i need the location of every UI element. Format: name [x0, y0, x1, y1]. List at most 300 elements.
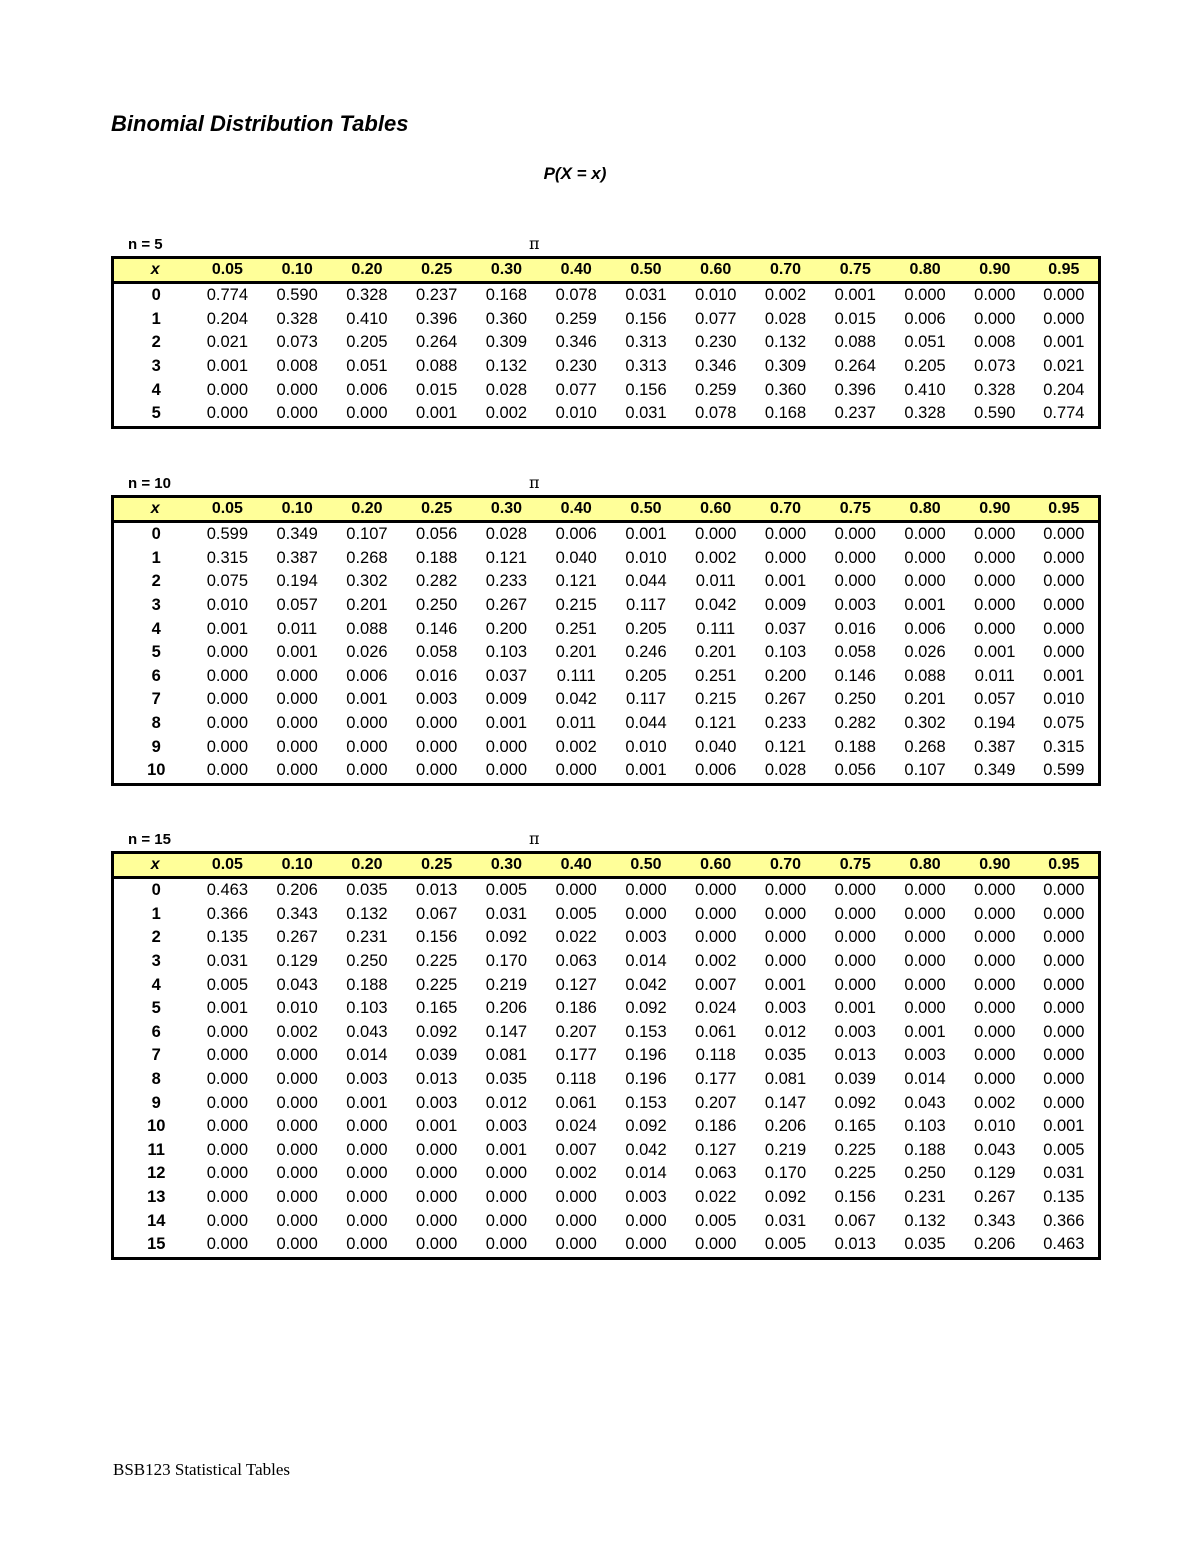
probability-cell: 0.000 — [276, 1093, 318, 1112]
table-row — [113, 997, 1100, 1021]
probability-cell: 0.233 — [764, 714, 807, 733]
probability-cell: 0.042 — [625, 1140, 667, 1159]
table-row — [113, 1021, 1100, 1045]
probability-cell: 0.774 — [206, 286, 249, 305]
pi-column-header: 0.95 — [1048, 500, 1080, 517]
probability-cell: 0.156 — [625, 380, 667, 399]
pi-column-header: 0.10 — [281, 856, 313, 873]
probability-cell: 0.000 — [625, 1211, 667, 1230]
probability-cell: 0.219 — [485, 975, 528, 994]
probability-cell: 0.000 — [834, 975, 876, 994]
probability-cell: 0.000 — [974, 881, 1016, 900]
pi-column-header: 0.40 — [560, 856, 592, 873]
probability-cell: 0.205 — [346, 333, 388, 352]
pi-column-header: 0.25 — [421, 856, 453, 873]
probability-cell: 0.003 — [764, 999, 807, 1018]
x-value-cell: 14 — [147, 1211, 166, 1230]
pi-label: π — [529, 829, 540, 848]
probability-cell: 0.000 — [904, 952, 946, 971]
probability-cell: 0.000 — [1043, 952, 1085, 971]
probability-cell: 0.230 — [695, 333, 737, 352]
probability-cell: 0.009 — [764, 596, 807, 615]
probability-cell: 0.000 — [276, 1235, 318, 1254]
probability-cell: 0.002 — [695, 952, 737, 971]
table-row — [113, 355, 1100, 379]
probability-cell: 0.117 — [625, 596, 667, 615]
x-value-cell: 5 — [151, 643, 161, 662]
probability-cell: 0.092 — [625, 1117, 667, 1136]
probability-cell: 0.268 — [346, 548, 388, 567]
probability-cell: 0.042 — [555, 690, 597, 709]
probability-cell: 0.387 — [276, 548, 318, 567]
pi-column-header: 0.30 — [490, 500, 523, 517]
probability-cell: 0.000 — [485, 1235, 528, 1254]
probability-cell: 0.346 — [695, 357, 737, 376]
probability-cell: 0.000 — [206, 666, 249, 685]
probability-cell: 0.021 — [1043, 357, 1085, 376]
probability-cell: 0.233 — [485, 572, 528, 591]
probability-cell: 0.000 — [764, 928, 807, 947]
probability-cell: 0.002 — [695, 548, 737, 567]
probability-cell: 0.010 — [206, 596, 249, 615]
table-row — [113, 617, 1100, 641]
probability-cell: 0.013 — [834, 1046, 876, 1065]
probability-cell: 0.010 — [1043, 690, 1085, 709]
probability-cell: 0.129 — [974, 1164, 1016, 1183]
table-row — [113, 331, 1100, 355]
x-value-cell: 7 — [151, 1046, 161, 1065]
table-row — [113, 1044, 1100, 1068]
probability-cell: 0.000 — [206, 1235, 249, 1254]
probability-cell: 0.250 — [346, 952, 388, 971]
x-value-cell: 8 — [151, 714, 161, 733]
probability-cell: 0.002 — [555, 737, 597, 756]
table-row — [113, 1162, 1100, 1186]
probability-cell: 0.043 — [276, 975, 318, 994]
probability-cell: 0.043 — [904, 1093, 946, 1112]
probability-cell: 0.009 — [485, 690, 528, 709]
pi-column-header: 0.10 — [281, 500, 313, 517]
table-label-row — [111, 234, 1101, 256]
probability-cell: 0.000 — [695, 525, 737, 544]
probability-cell: 0.016 — [834, 619, 876, 638]
probability-cell: 0.000 — [276, 1117, 318, 1136]
probability-cell: 0.188 — [416, 548, 458, 567]
probability-cell: 0.000 — [1043, 1093, 1085, 1112]
probability-cell: 0.000 — [485, 1211, 528, 1230]
probability-cell: 0.037 — [764, 619, 807, 638]
probability-cell: 0.092 — [625, 999, 667, 1018]
probability-cell: 0.005 — [764, 1235, 807, 1254]
probability-cell: 0.000 — [416, 1188, 458, 1207]
probability-cell: 0.250 — [416, 596, 458, 615]
probability-cell: 0.088 — [416, 357, 458, 376]
pi-column-header: 0.50 — [630, 261, 662, 278]
x-value-cell: 7 — [151, 690, 161, 709]
probability-cell: 0.010 — [555, 404, 597, 423]
probability-cell: 0.000 — [206, 1117, 249, 1136]
probability-cell: 0.008 — [276, 357, 318, 376]
probability-cell: 0.000 — [974, 286, 1016, 305]
table-header-row — [113, 258, 1100, 283]
table-row — [113, 759, 1100, 784]
probability-cell: 0.035 — [346, 881, 388, 900]
probability-cell: 0.000 — [276, 1188, 318, 1207]
probability-cell: 0.156 — [834, 1188, 876, 1207]
probability-cell: 0.205 — [904, 357, 946, 376]
probability-cell: 0.088 — [904, 666, 946, 685]
probability-cell: 0.014 — [625, 1164, 667, 1183]
probability-cell: 0.146 — [416, 619, 458, 638]
probability-cell: 0.118 — [695, 1046, 736, 1065]
pi-column-header: 0.75 — [839, 500, 871, 517]
probability-cell: 0.000 — [695, 904, 737, 923]
probability-cell: 0.328 — [904, 404, 946, 423]
probability-cell: 0.000 — [904, 928, 946, 947]
binomial-table-section-n5 — [111, 234, 1101, 429]
probability-cell: 0.774 — [1043, 404, 1085, 423]
pi-label: π — [529, 473, 540, 492]
probability-cell: 0.201 — [346, 596, 388, 615]
pi-column-header: 0.75 — [839, 856, 871, 873]
probability-cell: 0.077 — [555, 380, 597, 399]
probability-cell: 0.000 — [276, 666, 318, 685]
probability-cell: 0.200 — [485, 619, 528, 638]
pi-column-header: 0.05 — [211, 500, 243, 517]
pi-column-header: 0.80 — [909, 500, 941, 517]
probability-cell: 0.001 — [346, 1093, 388, 1112]
table-row — [113, 665, 1100, 689]
probability-cell: 0.225 — [834, 1164, 876, 1183]
probability-cell: 0.007 — [695, 975, 737, 994]
probability-cell: 0.186 — [555, 999, 597, 1018]
probability-cell: 0.000 — [1043, 999, 1085, 1018]
probability-cell: 0.194 — [974, 714, 1016, 733]
probability-cell: 0.078 — [695, 404, 737, 423]
probability-cell: 0.001 — [834, 286, 876, 305]
probability-cell: 0.000 — [1043, 1046, 1085, 1065]
probability-cell: 0.117 — [625, 690, 667, 709]
probability-cell: 0.035 — [764, 1046, 807, 1065]
probability-cell: 0.186 — [695, 1117, 737, 1136]
x-value-cell: 9 — [151, 1093, 161, 1112]
probability-cell: 0.267 — [276, 928, 318, 947]
probability-cell: 0.328 — [346, 286, 388, 305]
probability-cell: 0.349 — [276, 525, 318, 544]
probability-cell: 0.000 — [974, 572, 1016, 591]
binomial-table-section-n10 — [111, 473, 1101, 786]
probability-cell: 0.028 — [485, 380, 528, 399]
probability-cell: 0.201 — [904, 690, 946, 709]
probability-cell: 0.328 — [974, 380, 1016, 399]
table-row — [113, 283, 1100, 308]
probability-cell: 0.000 — [346, 761, 388, 780]
probability-cell: 0.177 — [555, 1046, 597, 1065]
pi-column-header: 0.70 — [769, 856, 802, 873]
probability-cell: 0.000 — [695, 881, 737, 900]
probability-cell: 0.031 — [764, 1211, 807, 1230]
probability-cell: 0.005 — [206, 975, 249, 994]
probability-cell: 0.042 — [625, 975, 667, 994]
probability-cell: 0.103 — [764, 643, 807, 662]
probability-cell: 0.207 — [695, 1093, 737, 1112]
probability-cell: 0.001 — [904, 1022, 946, 1041]
pi-column-header: 0.95 — [1048, 261, 1080, 278]
probability-cell: 0.003 — [625, 928, 667, 947]
probability-cell: 0.410 — [346, 309, 388, 328]
probability-cell: 0.042 — [695, 596, 737, 615]
probability-cell: 0.006 — [346, 380, 388, 399]
probability-cell: 0.000 — [485, 737, 528, 756]
probability-cell: 0.000 — [1043, 525, 1085, 544]
probability-cell: 0.002 — [974, 1093, 1016, 1112]
probability-cell: 0.092 — [764, 1188, 807, 1207]
probability-cell: 0.000 — [904, 525, 946, 544]
probability-cell: 0.264 — [416, 333, 458, 352]
probability-cell: 0.000 — [1043, 881, 1085, 900]
probability-cell: 0.201 — [695, 643, 737, 662]
probability-cell: 0.000 — [346, 1117, 388, 1136]
table-row — [113, 1139, 1100, 1163]
probability-cell: 0.000 — [346, 404, 388, 423]
x-value-cell: 4 — [151, 975, 161, 994]
probability-cell: 0.000 — [974, 596, 1016, 615]
probability-cell: 0.366 — [206, 904, 249, 923]
x-value-cell: 0 — [151, 286, 161, 305]
probability-cell: 0.031 — [485, 904, 528, 923]
probability-cell: 0.001 — [1043, 1117, 1085, 1136]
probability-cell: 0.035 — [485, 1070, 528, 1089]
probability-cell: 0.103 — [346, 999, 388, 1018]
probability-cell: 0.165 — [416, 999, 458, 1018]
probability-cell: 0.001 — [834, 999, 876, 1018]
probability-cell: 0.121 — [485, 548, 528, 567]
probability-cell: 0.000 — [1043, 928, 1085, 947]
probability-cell: 0.188 — [834, 737, 876, 756]
x-column-header: x — [150, 500, 160, 517]
probability-cell: 0.002 — [555, 1164, 597, 1183]
probability-cell: 0.012 — [764, 1022, 807, 1041]
probability-cell: 0.001 — [1043, 333, 1085, 352]
probability-cell: 0.000 — [764, 525, 807, 544]
x-value-cell: 2 — [151, 333, 161, 352]
probability-cell: 0.031 — [206, 952, 249, 971]
probability-cell: 0.000 — [416, 737, 458, 756]
probability-cell: 0.040 — [555, 548, 597, 567]
pi-column-header: 0.90 — [979, 261, 1011, 278]
probability-cell: 0.044 — [625, 572, 667, 591]
probability-cell: 0.022 — [695, 1188, 737, 1207]
probability-cell: 0.000 — [974, 525, 1016, 544]
table-row — [113, 1091, 1100, 1115]
probability-cell: 0.010 — [974, 1117, 1016, 1136]
probability-cell: 0.026 — [904, 643, 946, 662]
probability-cell: 0.003 — [416, 1093, 458, 1112]
n-label: n = 15 — [128, 831, 171, 848]
binomial-table-section-n15 — [111, 829, 1101, 1260]
probability-cell: 0.000 — [276, 737, 318, 756]
probability-cell: 0.001 — [974, 643, 1016, 662]
probability-cell: 0.410 — [904, 380, 946, 399]
probability-cell: 0.000 — [276, 1070, 318, 1089]
probability-cell: 0.013 — [416, 1070, 458, 1089]
probability-cell: 0.000 — [206, 1046, 249, 1065]
probability-cell: 0.067 — [416, 904, 458, 923]
probability-cell: 0.251 — [695, 666, 737, 685]
page-footer: BSB123 Statistical Tables — [113, 1460, 290, 1479]
probability-cell: 0.309 — [764, 357, 807, 376]
probability-cell: 0.006 — [695, 761, 737, 780]
probability-cell: 0.056 — [834, 761, 876, 780]
probability-cell: 0.156 — [625, 309, 667, 328]
probability-cell: 0.366 — [1043, 1211, 1085, 1230]
probability-cell: 0.204 — [206, 309, 249, 328]
probability-cell: 0.000 — [555, 761, 597, 780]
table-row — [113, 1068, 1100, 1092]
probability-cell: 0.000 — [834, 881, 876, 900]
probability-cell: 0.230 — [555, 357, 597, 376]
probability-cell: 0.147 — [764, 1093, 807, 1112]
x-value-cell: 0 — [151, 525, 161, 544]
pi-column-header: 0.70 — [769, 261, 802, 278]
probability-cell: 0.001 — [764, 975, 807, 994]
probability-cell: 0.000 — [834, 904, 876, 923]
probability-cell: 0.000 — [1043, 572, 1085, 591]
table-header-row — [113, 497, 1100, 522]
probability-cell: 0.153 — [625, 1022, 667, 1041]
probability-cell: 0.315 — [206, 548, 249, 567]
probability-cell: 0.000 — [1043, 619, 1085, 638]
probability-cell: 0.000 — [206, 643, 249, 662]
probability-cell: 0.006 — [555, 525, 597, 544]
probability-cell: 0.267 — [485, 596, 528, 615]
pi-column-header: 0.20 — [351, 856, 383, 873]
probability-cell: 0.237 — [834, 404, 876, 423]
probability-cell: 0.081 — [764, 1070, 807, 1089]
probability-cell: 0.205 — [625, 666, 667, 685]
probability-cell: 0.000 — [625, 1235, 667, 1254]
pi-column-header: 0.30 — [490, 856, 523, 873]
probability-cell: 0.396 — [416, 309, 458, 328]
probability-cell: 0.005 — [555, 904, 597, 923]
table-row — [113, 308, 1100, 332]
pi-column-header: 0.30 — [490, 261, 523, 278]
probability-cell: 0.000 — [1043, 1070, 1085, 1089]
probability-cell: 0.129 — [276, 952, 318, 971]
probability-cell: 0.005 — [695, 1211, 737, 1230]
probability-cell: 0.000 — [1043, 596, 1085, 615]
x-value-cell: 3 — [151, 596, 161, 615]
probability-cell: 0.000 — [485, 761, 528, 780]
table-row — [113, 926, 1100, 950]
probability-cell: 0.206 — [276, 881, 318, 900]
probability-cell: 0.309 — [485, 333, 528, 352]
table-row — [113, 570, 1100, 594]
probability-cell: 0.002 — [276, 1022, 318, 1041]
table-row — [113, 878, 1100, 903]
probability-cell: 0.028 — [485, 525, 528, 544]
probability-cell: 0.135 — [1043, 1188, 1085, 1207]
probability-cell: 0.000 — [276, 380, 318, 399]
probability-cell: 0.132 — [904, 1211, 946, 1230]
probability-cell: 0.170 — [485, 952, 528, 971]
probability-cell: 0.250 — [834, 690, 876, 709]
probability-cell: 0.001 — [1043, 666, 1085, 685]
probability-cell: 0.000 — [764, 548, 807, 567]
probability-cell: 0.000 — [206, 714, 249, 733]
probability-cell: 0.250 — [904, 1164, 946, 1183]
probability-cell: 0.000 — [416, 1140, 458, 1159]
probability-cell: 0.003 — [625, 1188, 667, 1207]
x-value-cell: 5 — [151, 404, 161, 423]
probability-cell: 0.259 — [695, 380, 737, 399]
probability-cell: 0.360 — [764, 380, 807, 399]
probability-cell: 0.000 — [276, 404, 318, 423]
probability-cell: 0.000 — [206, 761, 249, 780]
probability-cell: 0.073 — [276, 333, 318, 352]
probability-cell: 0.000 — [346, 1140, 388, 1159]
probability-cell: 0.014 — [346, 1046, 388, 1065]
probability-cell: 0.000 — [764, 881, 807, 900]
probability-cell: 0.014 — [625, 952, 667, 971]
probability-cell: 0.051 — [904, 333, 946, 352]
probability-cell: 0.044 — [625, 714, 667, 733]
probability-cell: 0.015 — [416, 380, 458, 399]
probability-cell: 0.063 — [555, 952, 597, 971]
probability-cell: 0.000 — [904, 904, 946, 923]
x-value-cell: 1 — [151, 309, 161, 328]
probability-cell: 0.168 — [764, 404, 807, 423]
probability-cell: 0.014 — [904, 1070, 946, 1089]
probability-cell: 0.001 — [346, 690, 388, 709]
probability-cell: 0.013 — [834, 1235, 876, 1254]
probability-cell: 0.039 — [416, 1046, 458, 1065]
table-label-row — [111, 829, 1101, 851]
pi-column-header: 0.60 — [700, 856, 732, 873]
probability-cell: 0.177 — [695, 1070, 737, 1089]
probability-cell: 0.092 — [834, 1093, 876, 1112]
probability-cell: 0.251 — [555, 619, 597, 638]
probability-cell: 0.165 — [834, 1117, 876, 1136]
probability-cell: 0.058 — [416, 643, 458, 662]
probability-cell: 0.000 — [346, 1235, 388, 1254]
probability-cell: 0.092 — [485, 928, 528, 947]
probability-cell: 0.003 — [346, 1070, 388, 1089]
probability-cell: 0.000 — [346, 737, 388, 756]
probability-cell: 0.057 — [276, 596, 318, 615]
probability-cell: 0.268 — [904, 737, 946, 756]
pi-column-header: 0.60 — [700, 261, 732, 278]
probability-cell: 0.237 — [416, 286, 458, 305]
probability-cell: 0.011 — [556, 714, 597, 733]
pi-column-header: 0.95 — [1048, 856, 1080, 873]
probability-cell: 0.063 — [695, 1164, 737, 1183]
table-row — [113, 1233, 1100, 1258]
probability-cell: 0.590 — [974, 404, 1016, 423]
probability-cell: 0.346 — [555, 333, 597, 352]
probability-cell: 0.035 — [904, 1235, 946, 1254]
probability-cell: 0.246 — [625, 643, 667, 662]
probability-cell: 0.599 — [1043, 761, 1085, 780]
x-value-cell: 3 — [151, 357, 161, 376]
document-title: Binomial Distribution Tables — [111, 111, 409, 136]
probability-cell: 0.001 — [485, 1140, 528, 1159]
probability-cell: 0.343 — [974, 1211, 1016, 1230]
probability-cell: 0.005 — [485, 881, 528, 900]
probability-cell: 0.010 — [625, 737, 667, 756]
probability-cell: 0.215 — [695, 690, 737, 709]
probability-cell: 0.132 — [485, 357, 528, 376]
